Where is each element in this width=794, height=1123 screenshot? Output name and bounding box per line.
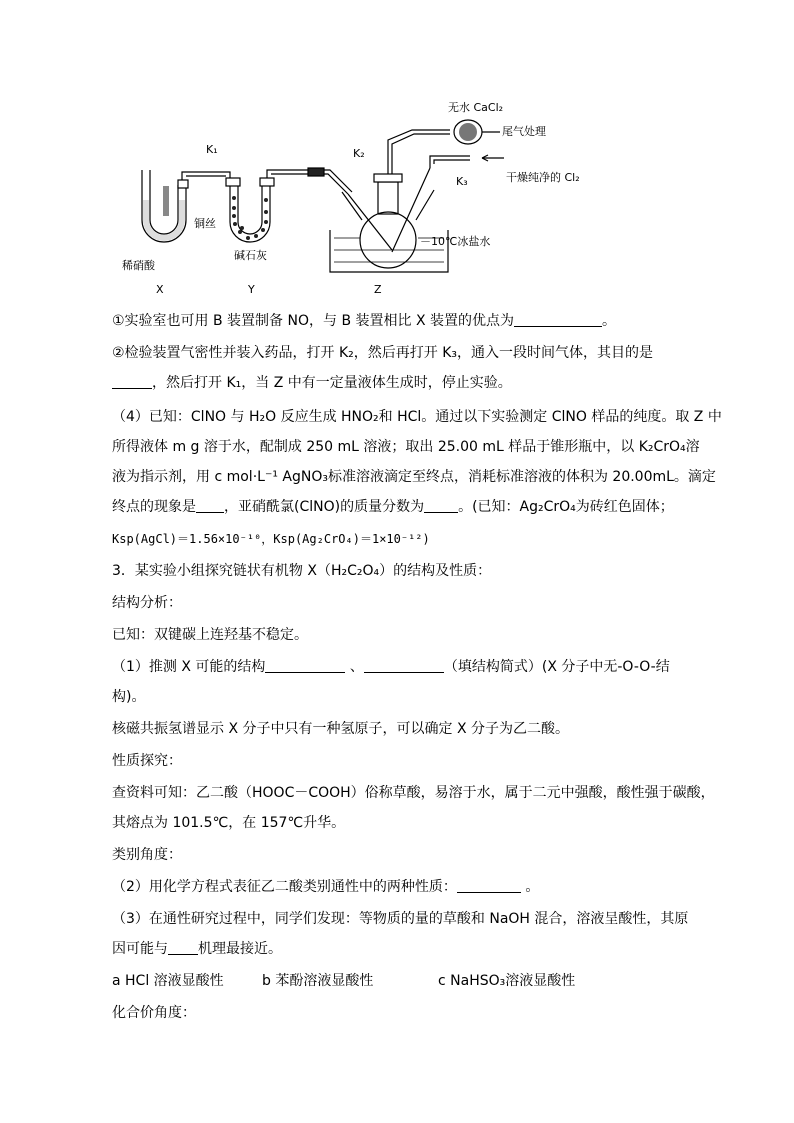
k3-label: K₃	[456, 175, 468, 188]
options-line	[112, 972, 692, 990]
k2-label: K₂	[353, 147, 365, 160]
answer-blank[interactable]	[112, 374, 152, 389]
section-heading: 结构分析：	[112, 595, 182, 611]
question-line: （3）在通性研究过程中，同学们发现：等物质的量的草酸和 NaOH 混合，溶液呈酸性，其原	[112, 911, 689, 927]
k1-label: K₁	[206, 143, 218, 156]
question-line: 因可能与 机理最接近。	[112, 941, 282, 957]
answer-blank[interactable]	[514, 312, 602, 327]
option-c[interactable]: c NaHSO₃溶液显酸性	[438, 973, 576, 989]
section-heading: 化合价角度：	[112, 1005, 196, 1021]
question-line: 其熔点为 101.5℃，在 157℃升华。	[112, 815, 346, 831]
question-line: 核磁共振氢谱显示 X 分子中只有一种氢原子，可以确定 X 分子为乙二酸。	[112, 721, 569, 737]
question-line: ②检验装置气密性并装入药品，打开 K₂，然后再打开 K₃，通入一段时间气体，其目的是	[112, 345, 654, 361]
question-line: 已知：双键碳上连羟基不稳定。	[112, 627, 308, 643]
answer-blank[interactable]	[424, 498, 458, 513]
dry-cl2-label: 干燥纯净的 Cl₂	[506, 171, 580, 184]
question-line: 所得液体 m g 溶于水，配制成 250 mL 溶液；取出 25.00 mL 样品于锥形瓶中，以 K₂CrO₄溶	[112, 439, 700, 455]
question-line: 液为指示剂，用 c mol·L⁻¹ AgNO₃标准溶液滴定至终点，消耗标准溶液的体积为 20.00mL。滴定	[112, 469, 716, 485]
x-label: X	[156, 283, 164, 296]
option-b[interactable]: b 苯酚溶液显酸性	[262, 973, 374, 989]
dilute-nitric-label: 稀硝酸	[122, 259, 155, 272]
question-3-title: 3．某实验小组探究链状有机物 X（H₂C₂O₄）的结构及性质：	[112, 563, 492, 579]
section-heading: 类别角度：	[112, 847, 182, 863]
ksp-line: Ksp(AgCl)＝1.56×10⁻¹⁰，Ksp(Ag₂CrO₄)＝1×10⁻¹²)	[112, 532, 430, 546]
question-line: 终点的现象是 ，亚硝酰氯(ClNO)的质量分数为 。(已知：Ag₂CrO₄为砖红色固体；	[112, 499, 674, 515]
tail-gas-label: 尾气处理	[502, 125, 546, 138]
z-label: Z	[374, 283, 382, 296]
question-line: ，然后打开 K₁，当 Z 中有一定量液体生成时，停止实验。	[112, 374, 692, 392]
option-a[interactable]: a HCl 溶液显酸性	[112, 973, 224, 989]
question-line: （4）已知：ClNO 与 H₂O 反应生成 HNO₂和 HCl。通过以下实验测定 ClNO 样品的纯度。取 Z 中	[112, 409, 722, 425]
anhydrous-cacl2-label: 无水 CaCl₂	[448, 101, 504, 114]
section-heading: 性质探究：	[112, 753, 182, 769]
answer-blank[interactable]	[457, 878, 521, 893]
question-line: 构)。	[112, 689, 146, 705]
question-line: ①实验室也可用 B 装置制备 NO，与 B 装置相比 X 装置的优点为 。	[112, 313, 616, 329]
y-label: Y	[248, 283, 255, 296]
ice-brine-label: －10℃冰盐水	[420, 235, 491, 248]
answer-blank[interactable]	[196, 498, 224, 513]
apparatus-figure	[122, 100, 600, 300]
answer-blank[interactable]	[364, 658, 444, 673]
copper-wire-label: 铜丝	[194, 217, 216, 230]
question-line: （2）用化学方程式表征乙二酸类别通性中的两种性质： 。	[112, 879, 540, 895]
question-line: （1）推测 X 可能的结构 、 （填结构简式）(X 分子中无-O-O-结	[112, 659, 670, 675]
question-line: 查资料可知：乙二酸（HOOC－COOH）俗称草酸，易溶于水，属于二元中强酸，酸性强于碳酸，	[112, 785, 715, 801]
soda-lime-label: 碱石灰	[234, 249, 267, 262]
answer-blank[interactable]	[168, 940, 198, 955]
answer-blank[interactable]	[265, 658, 345, 673]
